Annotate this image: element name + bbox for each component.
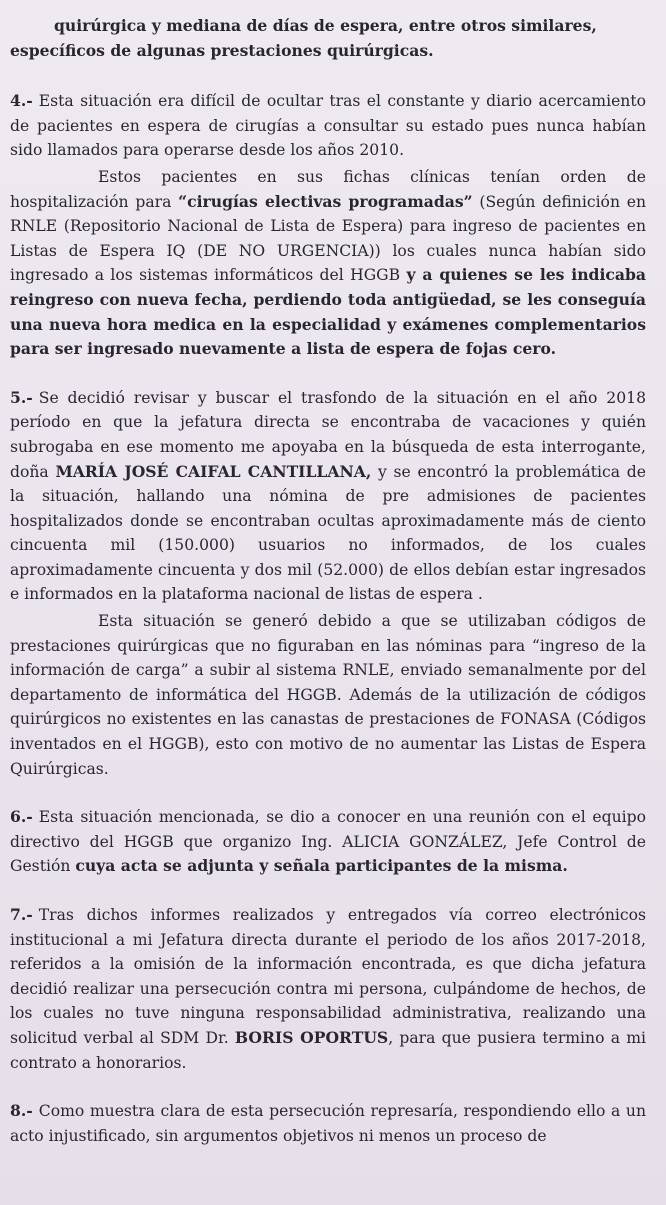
paragraph-5-text-a: Se decidió revisar y buscar el trasfondo de la situación en el año 2018 período en que la jefatura directa se encontraba de vacaciones y quién subrogaba en ese momento me apoyaba en la búsqueda de esta interrogante, doña xyxy=(10,388,646,481)
paragraph-7-name: BORIS OPORTUS xyxy=(234,1027,389,1047)
paragraph-8-number: 8.- xyxy=(10,1101,33,1121)
paragraph-5-continuation xyxy=(10,609,646,781)
paragraph-6-number: 6.- xyxy=(10,807,33,827)
paragraph-7-text-b: , para que pusiera termino a mi contrato a honorarios. xyxy=(10,1028,646,1072)
intro-line-2: específicos de algunas prestaciones quirúrgicas. xyxy=(10,40,434,60)
paragraph-4-sub-a: Estos pacientes en sus fichas clínicas tenían orden de hospitalización para xyxy=(10,167,646,211)
paragraph-7 xyxy=(10,903,646,1075)
paragraph-5 xyxy=(10,386,646,607)
intro-line-1: quirúrgica y mediana de días de espera, entre otros similares, xyxy=(54,16,597,35)
paragraph-6 xyxy=(10,805,646,879)
paragraph-5-number: 5.- xyxy=(10,387,33,407)
paragraph-4-sub-d: y a quienes se les indicaba reingreso con nueva fecha, perdiendo toda antigüedad, se les conseguía una nueva hora medica en la especialidad y exámenes complementarios para ser ingresado nuevamente a lista de espera de fojas cero. xyxy=(10,265,646,359)
paragraph-6-text-b: cuya acta se adjunta y señala participantes de la misma. xyxy=(75,856,568,876)
paragraph-4-continuation xyxy=(10,165,646,362)
paragraph-5-text-b: y se encontró la problemática de la situación, hallando una nómina de pre admisiones de pacientes hospitalizados donde se encontraban ocultas aproximadamente más de ciento cincuenta mil (150.000) usuarios no informados, de los cuales aproximadamente cincuenta y dos mil (52.000) de ellos debían estar ingresados e informados en la plataforma nacional de listas de espera . xyxy=(10,462,646,604)
paragraph-5-sub: Esta situación se generó debido a que se utilizaban códigos de prestaciones quirúrgicas que no figuraban en las nóminas para “ingreso de la información de carga” a subir al sistema RNLE, enviado semanalmente por del departamento de informática del HGGB. Además de la utilización de códigos quirúrgicos no existentes en las canastas de prestaciones de FONASA (Códigos inventados en el HGGB), esto con motivo de no aumentar las Listas de Espera Quirúrgicas. xyxy=(10,612,646,778)
paragraph-8 xyxy=(10,1099,646,1148)
paragraph-4-text: Esta situación era difícil de ocultar tras el constante y diario acercamiento de pacientes en espera de cirugías a consultar su estado pues nunca habían sido llamados para operarse desde los años 2010. xyxy=(10,92,646,160)
paragraph-4-number: 4.- xyxy=(10,91,33,111)
paragraph-4-sub-c: (Según definición en RNLE (Repositorio Nacional de Lista de Espera) para ingreso de pacientes en Listas de Espera IQ (DE NO URGENCIA)) los cuales nunca habían sido ingresado a los sistemas informáticos del HGGB xyxy=(10,192,646,285)
paragraph-4-sub-b: “cirugías electivas programadas” xyxy=(178,191,473,211)
paragraph-7-number: 7.- xyxy=(10,905,33,924)
paragraph-4 xyxy=(10,89,646,163)
paragraph-8-text: Como muestra clara de esta persecución represaría, respondiendo ello a un acto injustificado, sin argumentos objetivos ni menos un proceso de xyxy=(10,1102,646,1145)
paragraph-7-text-a: Tras dichos informes realizados y entregados vía correo electrónicos institucional a mi Jefatura directa durante el periodo de los años 2017-2018, referidos a la omisión de la información encontrada, es que dicha jefatura decidió realizar una persecución contra mi persona, culpándome de hechos, de los cuales no tuve ninguna responsabilidad administrativa, realizando una solicitud verbal al SDM Dr. xyxy=(10,906,646,1047)
intro-paragraph xyxy=(10,14,646,63)
paragraph-6-text-a: Esta situación mencionada, se dio a conocer en una reunión con el equipo directivo del HGGB que organizo Ing. ALICIA GONZÁLEZ, Jefe Control de Gestión xyxy=(10,808,646,876)
paragraph-5-name: MARÍA JOSÉ CAIFAL CANTILLANA, xyxy=(55,461,372,481)
